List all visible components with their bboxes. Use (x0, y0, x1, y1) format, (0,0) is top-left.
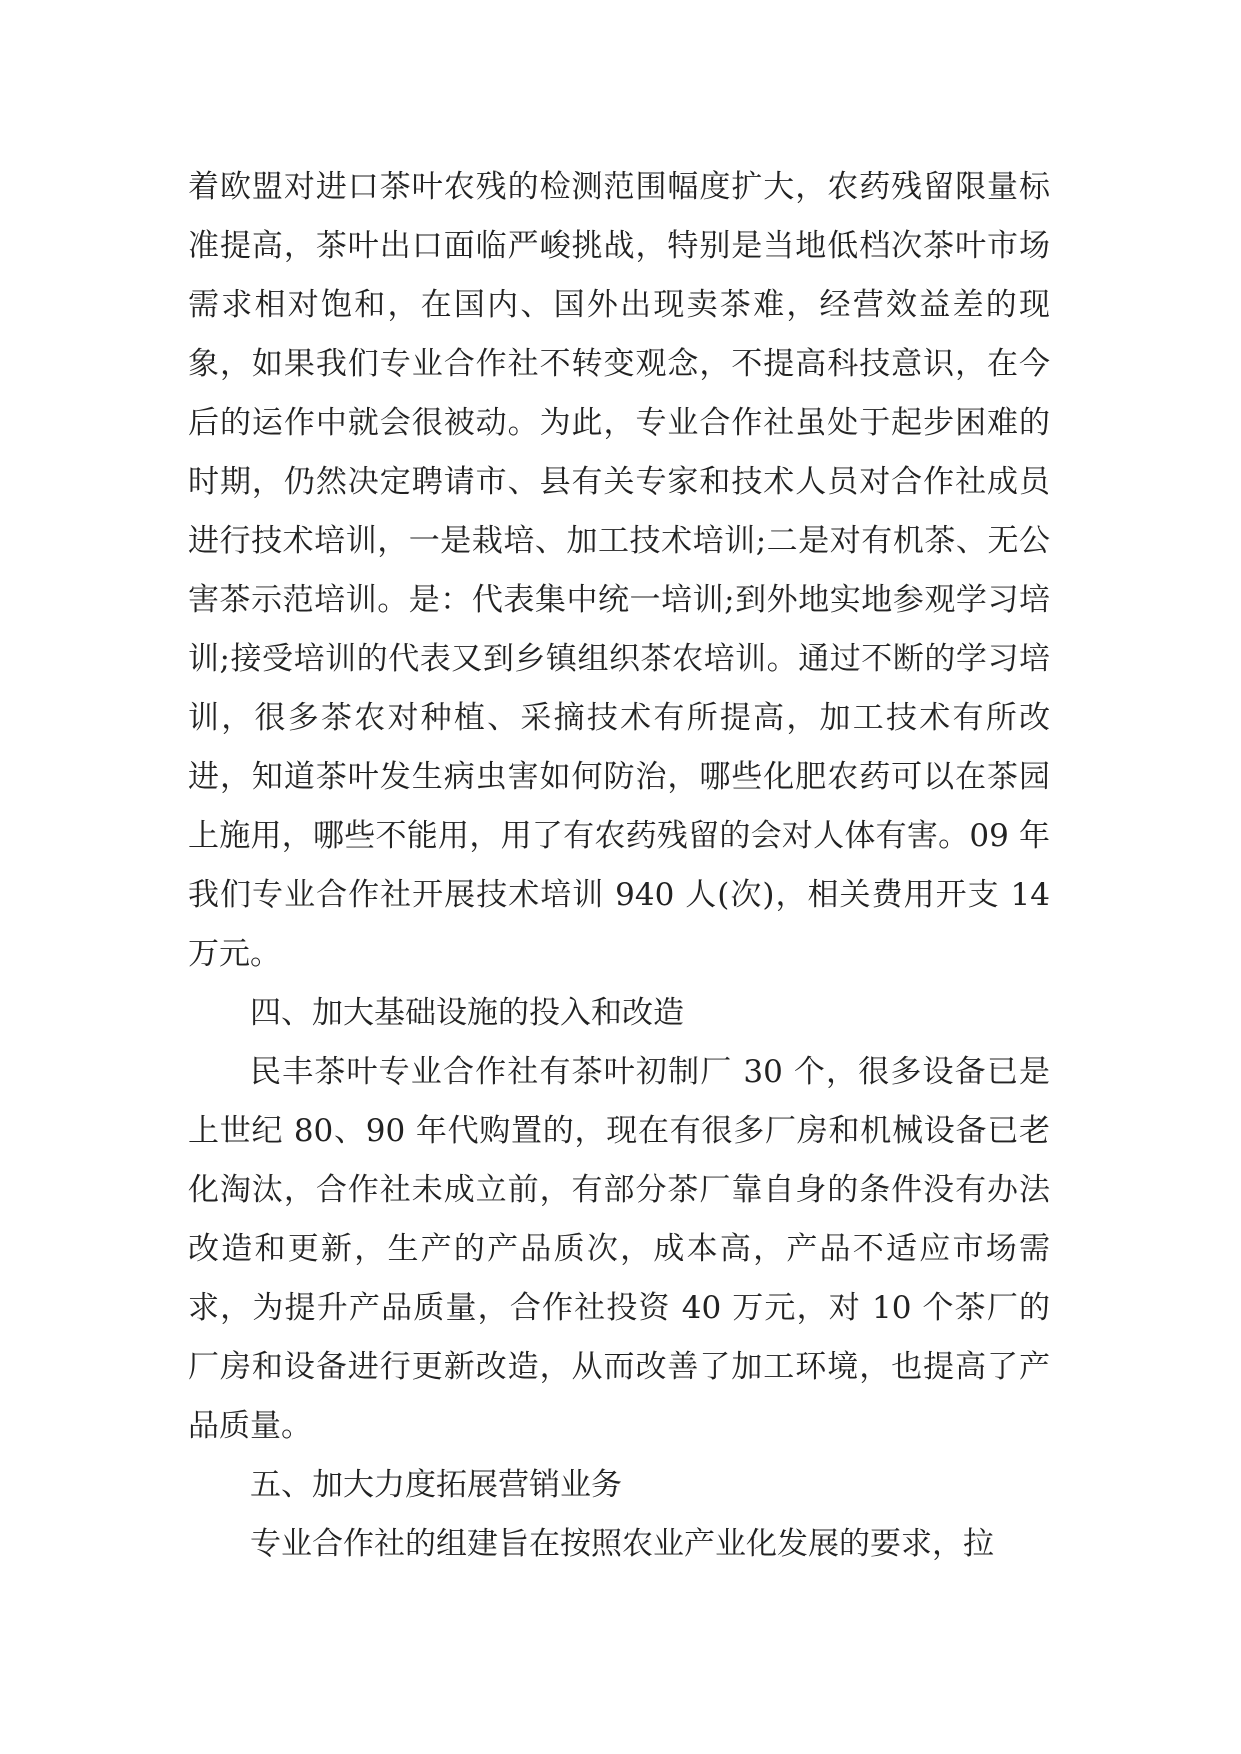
section-heading-marketing: 五、加大力度拓展营销业务 (250, 1467, 622, 1503)
document-body (188, 158, 1050, 1574)
paragraph-marketing: 专业合作社的组建旨在按照农业产业化发展的要求，拉 (250, 1526, 994, 1562)
paragraph-training: 着欧盟对进口茶叶农残的检测范围幅度扩大，农药残留限量标准提高，茶叶出口面临严峻挑战，特别是当地低档次茶叶市场需求相对饱和，在国内、国外出现卖茶难，经营效益差的现象，如果我们专业合作社不转变观念，不提高科技意识，在今后的运作中就会很被动。为此，专业合作社虽处于起步困难的时期，仍然决定聘请市、县有关专家和技术人员对合作社成员进行技术培训，一是栽培、加工技术培训;二是对有机茶、无公害茶示范培训。是：代表集中统一培训;到外地实地参观学习培训;接受培训的代表又到乡镇组织茶农培训。通过不断的学习培训，很多茶农对种植、采摘技术有所提高，加工技术有所改进，知道茶叶发生病虫害如何防治，哪些化肥农药可以在茶园上施用，哪些不能用，用了有农药残留的会对人体有害。09 年我们专业合作社开展技术培训 940 人(次)，相关费用开支 14 万元。 (188, 169, 1050, 972)
section-heading-infrastructure: 四、加大基础设施的投入和改造 (250, 995, 684, 1031)
paragraph-infrastructure: 民丰茶叶专业合作社有茶叶初制厂 30 个，很多设备已是上世纪 80、90 年代购置的，现在有很多厂房和机械设备已老化淘汰，合作社未成立前，有部分茶厂靠自身的条件没有办法改造和更新，生产的产品质次，成本高，产品不适应市场需求，为提升产品质量，合作社投资 40 万元，对 10 个茶厂的厂房和设备进行更新改造，从而改善了加工环境，也提高了产品质量。 (188, 1054, 1050, 1444)
